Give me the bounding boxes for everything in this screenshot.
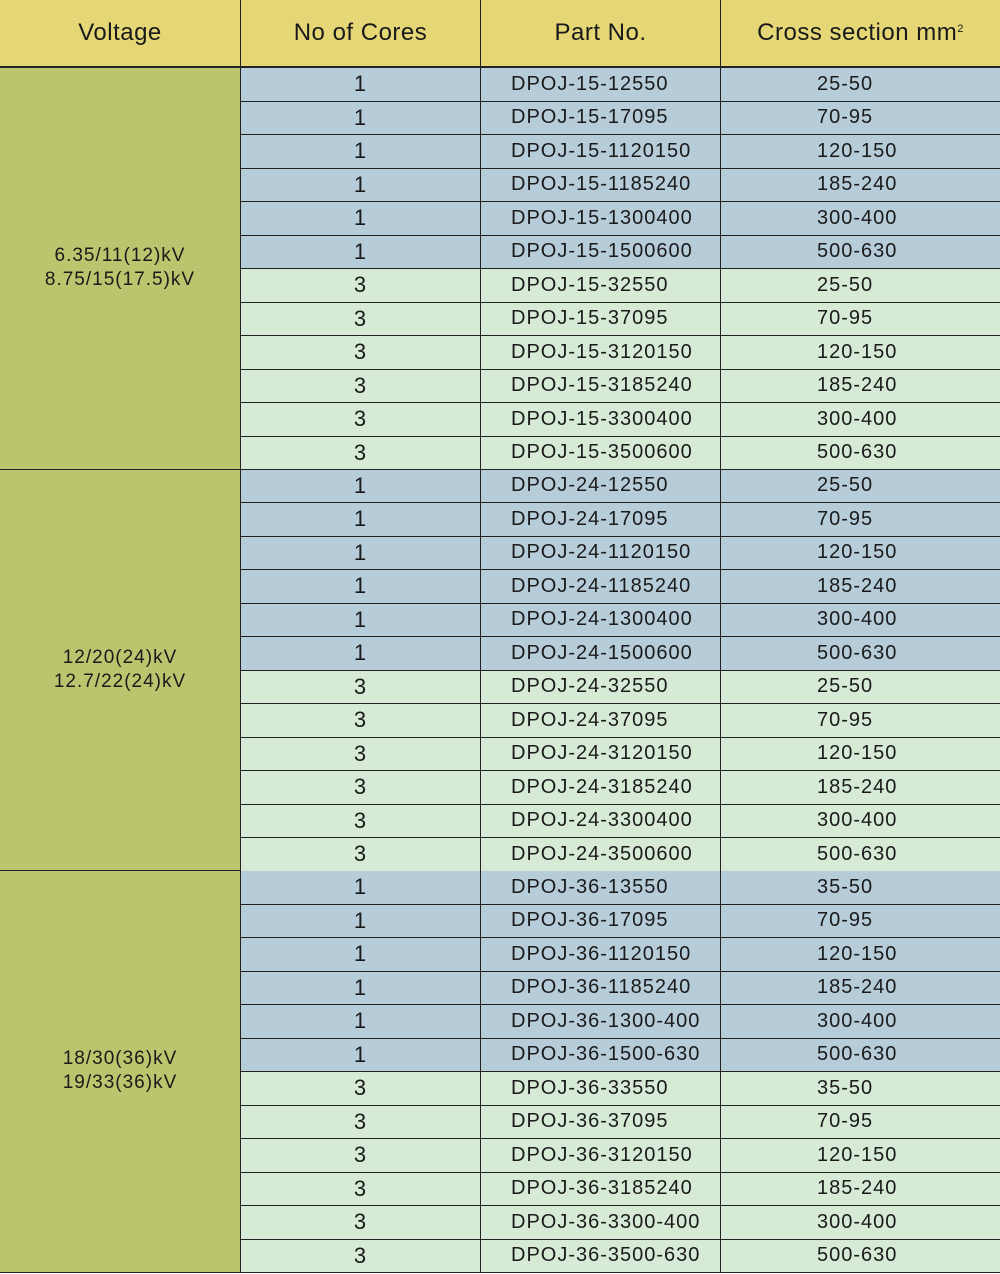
cores-cell: 3: [241, 403, 481, 436]
part-number-cell: DPOJ-15-17095: [481, 102, 721, 135]
cross-section-cell: 500-630: [817, 240, 898, 263]
table-row: [241, 269, 1000, 303]
cores-cell: 1: [241, 871, 481, 904]
table-row: [241, 303, 1000, 337]
cores-cell: 3: [241, 269, 481, 302]
cross-section-cell: 300-400: [817, 608, 898, 631]
table-row: [241, 202, 1000, 236]
part-number-cell: DPOJ-24-1185240: [481, 570, 721, 603]
cores-cell: 1: [241, 972, 481, 1005]
table-row: [241, 938, 1000, 972]
part-number-cell: DPOJ-24-12550: [481, 470, 721, 503]
table-row: [241, 671, 1000, 705]
table-row: [241, 437, 1000, 471]
table-row: [241, 1173, 1000, 1207]
part-number-cell: DPOJ-15-3185240: [481, 370, 721, 403]
cross-section-cell: 120-150: [817, 139, 898, 162]
table-row: [241, 1240, 1000, 1274]
cross-section-cell: 70-95: [817, 708, 874, 731]
table-row: [241, 68, 1000, 102]
cores-cell: 3: [241, 1173, 481, 1206]
table-row: [241, 871, 1000, 905]
cores-cell: 3: [241, 303, 481, 336]
cores-cell: 1: [241, 169, 481, 202]
cross-section-cell: 185-240: [817, 775, 898, 798]
cores-cell: 1: [241, 68, 481, 101]
cores-cell: 3: [241, 437, 481, 470]
cross-section-cell: 300-400: [817, 206, 898, 229]
table-row: [241, 370, 1000, 404]
table-row: [241, 838, 1000, 872]
cross-section-cell: 120-150: [817, 742, 898, 765]
cores-cell: 1: [241, 905, 481, 938]
part-number-cell: DPOJ-36-1120150: [481, 938, 721, 971]
table-row: [241, 738, 1000, 772]
table-row: [241, 1039, 1000, 1073]
voltage-line-2: 19/33(36)kV: [62, 1072, 178, 1094]
cores-cell: 3: [241, 771, 481, 804]
table-row: [241, 503, 1000, 537]
part-number-cell: DPOJ-36-3300-400: [481, 1206, 721, 1239]
cores-cell: 1: [241, 537, 481, 570]
part-number-cell: DPOJ-36-37095: [481, 1106, 721, 1139]
part-number-cell: DPOJ-15-1120150: [481, 135, 721, 168]
cross-section-cell: 500-630: [817, 1043, 898, 1066]
cores-cell: 1: [241, 236, 481, 269]
voltage-cell: [0, 871, 241, 1273]
part-number-cell: DPOJ-15-32550: [481, 269, 721, 302]
cross-section-cell: 120-150: [817, 942, 898, 965]
part-number-cell: DPOJ-24-1500600: [481, 637, 721, 670]
part-number-cell: DPOJ-24-37095: [481, 704, 721, 737]
part-number-cell: DPOJ-15-3300400: [481, 403, 721, 436]
header-part-no: Part No.: [481, 0, 721, 68]
cores-cell: 1: [241, 1005, 481, 1038]
table-row: [241, 1072, 1000, 1106]
part-number-cell: DPOJ-15-3120150: [481, 336, 721, 369]
cross-section-cell: 120-150: [817, 1143, 898, 1166]
table-row: [241, 1206, 1000, 1240]
table-row: [241, 704, 1000, 738]
header-cross-section: [721, 0, 1000, 68]
cores-cell: 3: [241, 704, 481, 737]
cores-cell: 3: [241, 336, 481, 369]
part-number-cell: DPOJ-15-12550: [481, 68, 721, 101]
cores-cell: 1: [241, 604, 481, 637]
cores-cell: 3: [241, 1240, 481, 1273]
cross-section-cell: 25-50: [817, 72, 874, 95]
cross-section-cell: 120-150: [817, 541, 898, 564]
cores-cell: 3: [241, 738, 481, 771]
table-row: [241, 236, 1000, 270]
part-number-cell: DPOJ-36-3120150: [481, 1139, 721, 1172]
cross-section-cell: 35-50: [817, 875, 874, 898]
cores-cell: 3: [241, 838, 481, 871]
table-row: [241, 637, 1000, 671]
cores-cell: 1: [241, 102, 481, 135]
cross-section-cell: 300-400: [817, 1009, 898, 1032]
cross-section-cell: 70-95: [817, 307, 874, 330]
cross-section-cell: 25-50: [817, 474, 874, 497]
part-number-cell: DPOJ-24-1300400: [481, 604, 721, 637]
cross-section-cell: 25-50: [817, 273, 874, 296]
table-row: [241, 805, 1000, 839]
cores-cell: 1: [241, 470, 481, 503]
part-number-cell: DPOJ-24-17095: [481, 503, 721, 536]
table-row: [241, 537, 1000, 571]
cores-cell: 3: [241, 1206, 481, 1239]
cross-section-cell: 35-50: [817, 1076, 874, 1099]
part-number-cell: DPOJ-24-3300400: [481, 805, 721, 838]
part-number-cell: DPOJ-15-3500600: [481, 437, 721, 470]
voltage-line-1: 12/20(24)kV: [62, 646, 178, 668]
cross-section-cell: 70-95: [817, 106, 874, 129]
table-row: [241, 135, 1000, 169]
table-row: [241, 604, 1000, 638]
cores-cell: 3: [241, 1106, 481, 1139]
part-number-cell: DPOJ-24-3185240: [481, 771, 721, 804]
cross-section-cell: 300-400: [817, 407, 898, 430]
cross-section-cell: 300-400: [817, 809, 898, 832]
voltage-line-2: 8.75/15(17.5)kV: [44, 269, 196, 291]
cross-section-cell: 120-150: [817, 340, 898, 363]
header-voltage: Voltage: [0, 0, 241, 68]
voltage-cell: [0, 68, 241, 470]
part-number-cell: DPOJ-24-3120150: [481, 738, 721, 771]
cross-section-cell: 185-240: [817, 374, 898, 397]
cross-section-cell: 500-630: [817, 641, 898, 664]
table-row: [241, 102, 1000, 136]
cross-section-cell: 185-240: [817, 574, 898, 597]
table-row: [241, 336, 1000, 370]
part-number-cell: DPOJ-36-3500-630: [481, 1240, 721, 1273]
part-number-cell: DPOJ-36-1300-400: [481, 1005, 721, 1038]
cross-section-cell: 70-95: [817, 1110, 874, 1133]
part-number-cell: DPOJ-15-37095: [481, 303, 721, 336]
cores-cell: 1: [241, 1039, 481, 1072]
table-row: [241, 771, 1000, 805]
header-cores: No of Cores: [241, 0, 481, 68]
cores-cell: 3: [241, 805, 481, 838]
part-number-cell: DPOJ-24-32550: [481, 671, 721, 704]
part-number-cell: DPOJ-36-33550: [481, 1072, 721, 1105]
part-number-cell: DPOJ-24-1120150: [481, 537, 721, 570]
cores-cell: 1: [241, 503, 481, 536]
cross-section-cell: 25-50: [817, 675, 874, 698]
cores-cell: 3: [241, 671, 481, 704]
cross-section-cell: 500-630: [817, 441, 898, 464]
table-row: [241, 470, 1000, 504]
voltage-cell: [0, 470, 241, 872]
header-cross-section-label: Cross section mm: [757, 19, 958, 46]
voltage-line-1: 18/30(36)kV: [62, 1048, 178, 1070]
table-row: [241, 1005, 1000, 1039]
part-number-cell: DPOJ-36-17095: [481, 905, 721, 938]
cores-cell: 1: [241, 135, 481, 168]
cores-cell: 1: [241, 570, 481, 603]
table-row: [241, 972, 1000, 1006]
cross-section-cell: 185-240: [817, 1177, 898, 1200]
table-row: [241, 403, 1000, 437]
table-row: [241, 905, 1000, 939]
cross-section-cell: 70-95: [817, 507, 874, 530]
cores-cell: 3: [241, 1139, 481, 1172]
cross-section-cell: 500-630: [817, 1244, 898, 1267]
part-number-cell: DPOJ-36-1500-630: [481, 1039, 721, 1072]
table-row: [241, 570, 1000, 604]
cross-section-cell: 185-240: [817, 976, 898, 999]
voltage-line-2: 12.7/22(24)kV: [53, 670, 187, 692]
table-row: [241, 1106, 1000, 1140]
part-number-cell: DPOJ-36-3185240: [481, 1173, 721, 1206]
cross-section-cell: 185-240: [817, 173, 898, 196]
part-number-cell: DPOJ-15-1500600: [481, 236, 721, 269]
part-number-cell: DPOJ-15-1300400: [481, 202, 721, 235]
voltage-line-1: 6.35/11(12)kV: [54, 245, 186, 267]
cores-cell: 1: [241, 637, 481, 670]
part-number-cell: DPOJ-15-1185240: [481, 169, 721, 202]
cross-section-cell: 500-630: [817, 842, 898, 865]
cores-cell: 3: [241, 370, 481, 403]
header-cross-section-superscript: 2: [957, 23, 964, 35]
cross-section-cell: 70-95: [817, 909, 874, 932]
cores-cell: 1: [241, 938, 481, 971]
cores-cell: 1: [241, 202, 481, 235]
cross-section-cell: 300-400: [817, 1210, 898, 1233]
part-number-cell: DPOJ-36-13550: [481, 871, 721, 904]
cores-cell: 3: [241, 1072, 481, 1105]
table-row: [241, 169, 1000, 203]
table-row: [241, 1139, 1000, 1173]
part-number-cell: DPOJ-36-1185240: [481, 972, 721, 1005]
part-number-cell: DPOJ-24-3500600: [481, 838, 721, 871]
